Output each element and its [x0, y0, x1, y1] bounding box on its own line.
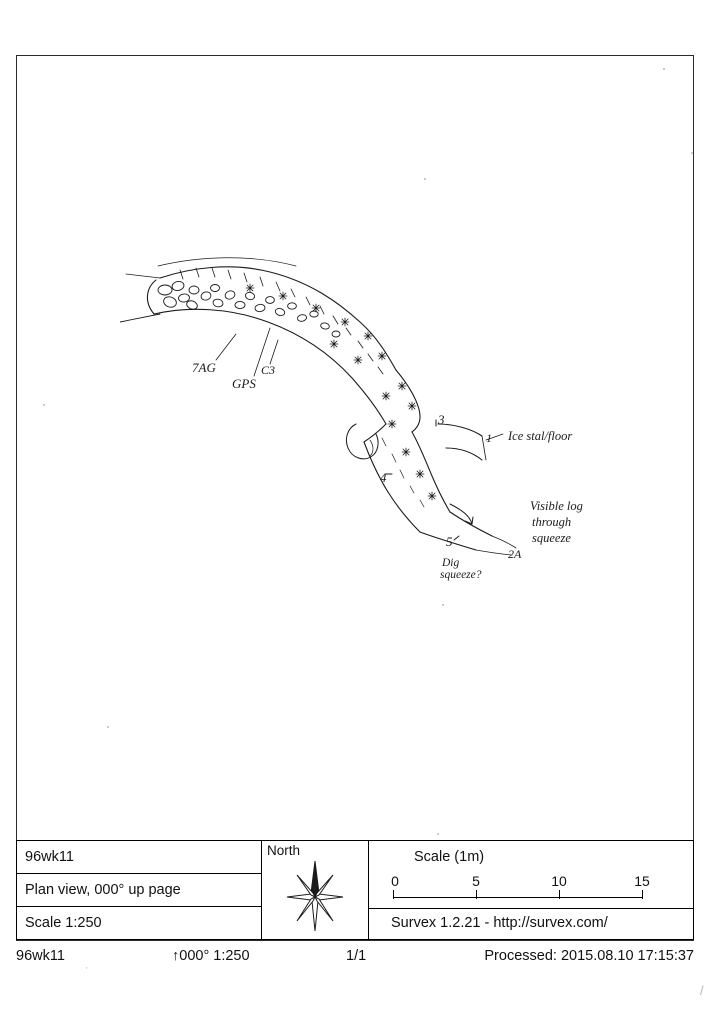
scale-bar-box [368, 840, 694, 940]
title-survey-name-text: 96wk11 [25, 849, 74, 865]
title-survey-name [16, 840, 262, 874]
scan-speck [663, 68, 665, 70]
scale-tick [476, 890, 477, 899]
annotation-dig: Dig [442, 557, 460, 569]
scale-bar-title: Scale (1m) [414, 849, 485, 865]
annotation-c3: C3 [261, 363, 276, 377]
scan-speck [437, 833, 439, 835]
annotation-tag: 7AG [192, 360, 216, 375]
footer-processed-timestamp: Processed: 2015.08.10 17:15:37 [484, 948, 694, 964]
north-arrow-icon [285, 859, 345, 937]
annotation-squeeze: squeeze? [440, 569, 482, 581]
scale-tick [393, 890, 394, 899]
title-scale-label-text: Scale 1:250 [25, 915, 102, 931]
survex-credit: Survex 1.2.21 - http://survex.com/ [391, 915, 608, 931]
scan-stray-mark: / [700, 983, 704, 998]
title-view-label-text: Plan view, 000° up page [25, 882, 181, 898]
annotation-station-1: 1 [486, 431, 492, 445]
annotation-station-4: 4 [380, 470, 387, 485]
scan-speck [107, 726, 109, 728]
scale-bar-line [393, 897, 643, 898]
page-footer [16, 948, 694, 970]
title-block [16, 840, 694, 941]
scan-speck [43, 404, 45, 406]
cave-survey-drawing [120, 210, 640, 630]
scale-tick-label-0: 0 [391, 873, 399, 889]
scale-tick-label-5: 5 [472, 873, 480, 889]
footer-page-number: 1/1 [346, 948, 367, 964]
annotation-ice-stal-floor: Ice stal/floor [508, 429, 573, 443]
scale-bar [391, 873, 673, 909]
scan-stray-mark: ˑ [85, 963, 89, 977]
annotation-station-2a: 2A [508, 547, 522, 561]
annotation-visible-log-1: Visible log [530, 499, 583, 513]
scale-tick [642, 890, 643, 899]
north-arrow-box [261, 840, 369, 940]
annotation-station-5: 5 [446, 534, 453, 549]
annotation-gps: GPS [232, 376, 256, 391]
scale-tick [559, 890, 560, 899]
scan-speck [424, 178, 426, 180]
title-view-label [16, 873, 262, 907]
annotation-visible-log-2: through [532, 515, 572, 529]
annotation-visible-log-3: squeeze [532, 531, 571, 545]
footer-survey-name: 96wk11 [16, 948, 65, 964]
footer-bearing: ↑000° 1:250 [172, 948, 250, 964]
title-block-divider [369, 908, 693, 909]
north-label: North [267, 843, 301, 858]
title-scale-label [16, 906, 262, 940]
annotation-station-3: 3 [438, 412, 445, 427]
scan-speck [691, 152, 693, 154]
scale-tick-label-10: 10 [551, 873, 567, 889]
scale-tick-label-15: 15 [634, 873, 650, 889]
